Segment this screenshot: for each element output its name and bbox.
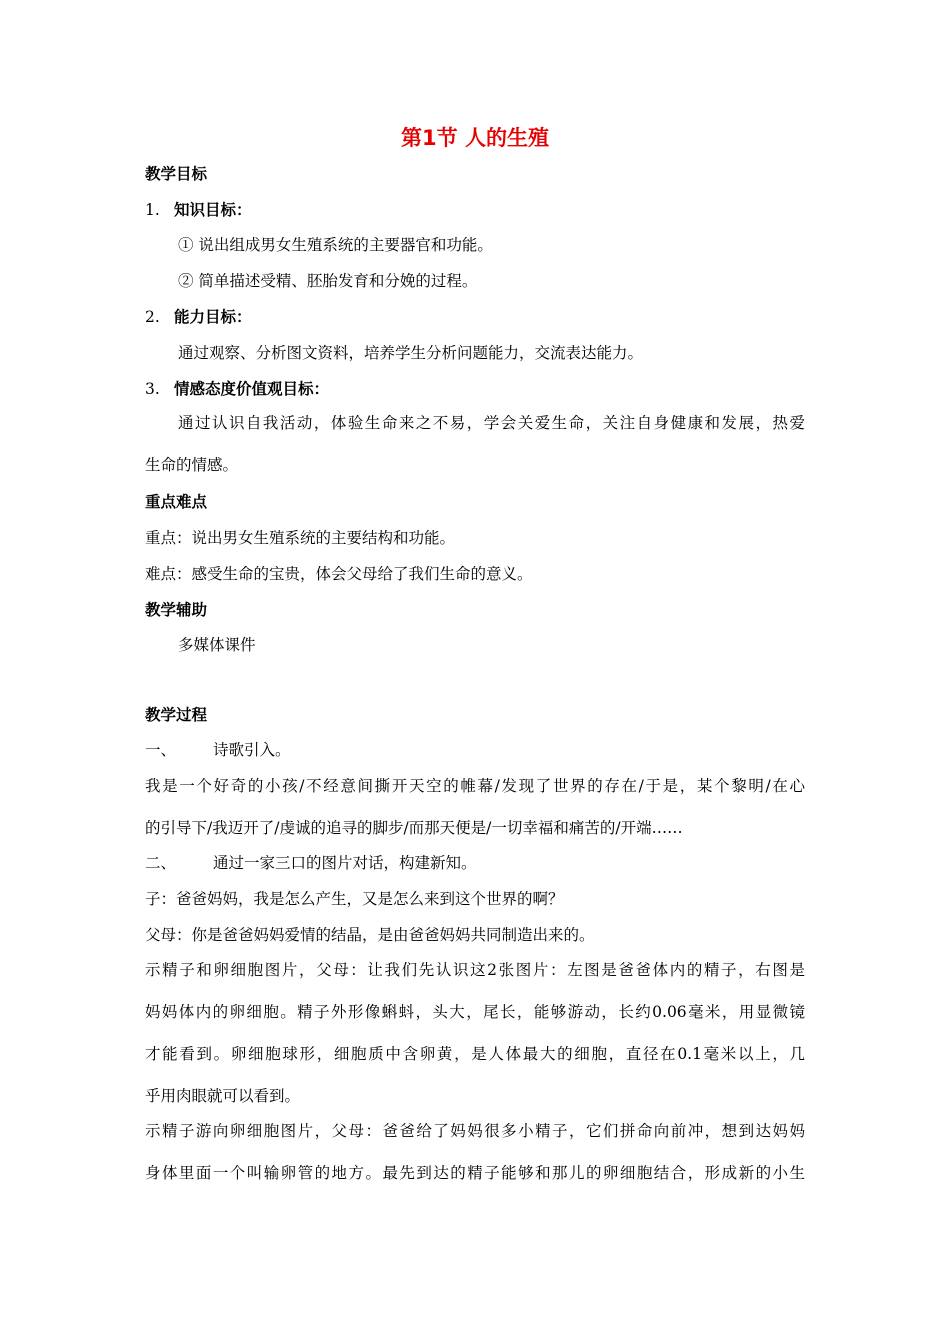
key-point: 重点：说出男女生殖系统的主要结构和功能。 <box>145 529 456 547</box>
poem-line-2: 的引导下/我迈开了/虔诚的追寻的脚步/而那天便是/一切幸福和痛苦的/开端…… <box>145 819 683 837</box>
knowledge-item-1: ① 说出组成男女生殖系统的主要器官和功能。 <box>178 236 493 254</box>
step-text-2: 通过一家三口的图片对话，构建新知。 <box>213 854 477 872</box>
dialogue-parents: 父母：你是爸爸妈妈爱情的结晶，是由爸爸妈妈共同制造出来的。 <box>145 926 595 944</box>
goal-label-knowledge: 知识目标： <box>174 201 252 219</box>
emotion-text-line-1: 通过认识自我活动，体验生命来之不易，学会关爱生命，关注自身健康和发展，热爱 <box>178 414 805 432</box>
difficult-point: 难点：感受生命的宝贵，体会父母给了我们生命的意义。 <box>145 565 533 583</box>
ability-text: 通过观察、分析图文资料，培养学生分析问题能力，交流表达能力。 <box>178 344 644 362</box>
paragraph-line: 身体里面一个叫输卵管的地方。最先到达的精子能够和那儿的卵细胞结合，形成新的小生 <box>145 1164 805 1182</box>
aids-text: 多媒体课件 <box>178 636 256 654</box>
step-text-1: 诗歌引入。 <box>213 741 291 759</box>
goal-label-emotion: 情感态度价值观目标： <box>174 380 330 398</box>
goal-label-ability: 能力目标： <box>174 308 252 326</box>
section-heading-process: 教学过程 <box>145 706 208 724</box>
goal-number-1: 1. <box>145 201 160 219</box>
section-heading-aids: 教学辅助 <box>145 601 208 619</box>
paragraph-line: 示精子游向卵细胞图片，父母：爸爸给了妈妈很多小精子，它们拼命向前冲，想到达妈妈 <box>145 1122 805 1140</box>
goal-number-3: 3. <box>145 380 160 398</box>
step-number-2: 二、 <box>145 854 177 872</box>
paragraph-line: 才能看到。卵细胞球形，细胞质中含卵黄，是人体最大的细胞，直径在0.1毫米以上，几 <box>145 1045 805 1063</box>
paragraph-line: 示精子和卵细胞图片，父母：让我们先认识这2张图片：左图是爸爸体内的精子，右图是 <box>145 961 805 979</box>
knowledge-item-2: ② 简单描述受精、胚胎发育和分娩的过程。 <box>178 272 478 290</box>
paragraph-line: 妈妈体内的卵细胞。精子外形像蝌蚪，头大，尾长，能够游动，长约0.06毫米，用显微镜 <box>145 1003 805 1021</box>
section-heading-goals: 教学目标 <box>145 165 208 183</box>
dialogue-child: 子：爸爸妈妈，我是怎么产生，又是怎么来到这个世界的啊？ <box>145 890 564 908</box>
poem-line-1: 我是一个好奇的小孩/不经意间撕开天空的帷幕/发现了世界的存在/于是，某个黎明/在心 <box>145 777 805 795</box>
emotion-text-line-2: 生命的情感。 <box>145 456 239 474</box>
paragraph-line: 乎用肉眼就可以看到。 <box>145 1087 301 1105</box>
goal-number-2: 2. <box>145 308 160 326</box>
section-heading-keypoints: 重点难点 <box>145 493 208 511</box>
document-title: 第1节 人的生殖 <box>401 126 549 150</box>
step-number-1: 一、 <box>145 741 177 759</box>
